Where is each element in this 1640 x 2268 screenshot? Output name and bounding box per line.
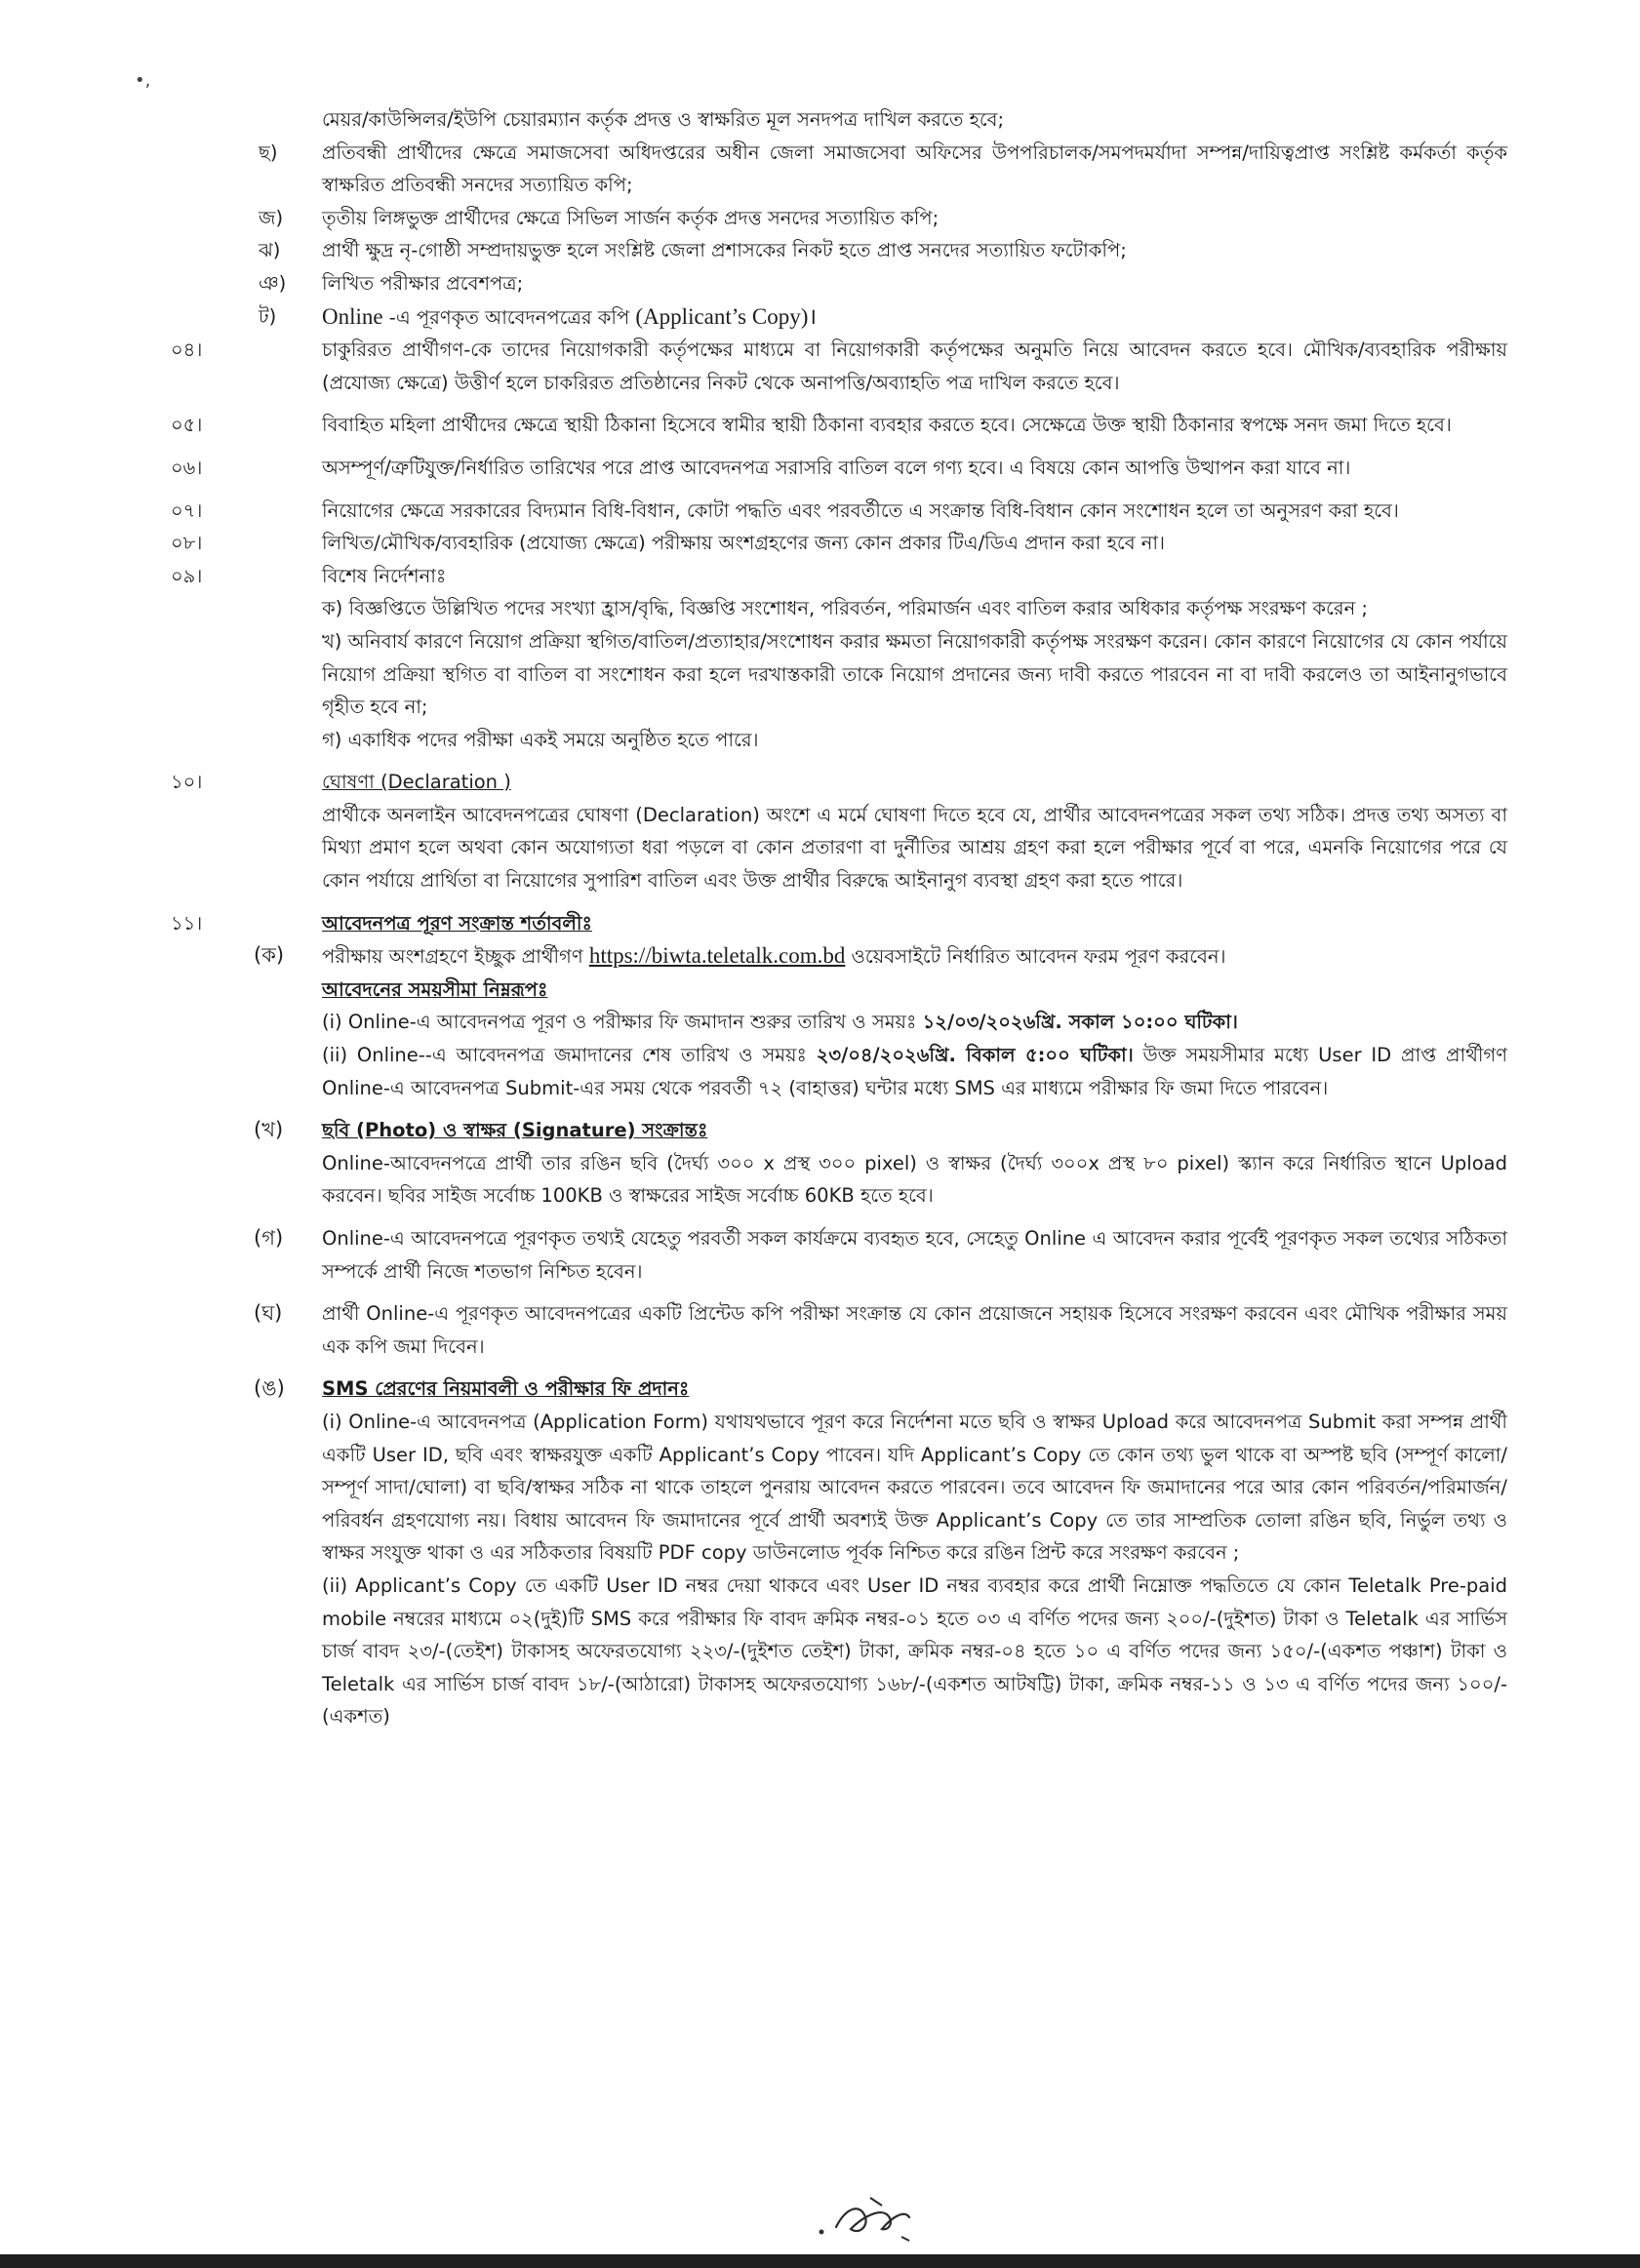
item-text: অসম্পূর্ণ/ত্রুটিযুক্ত/নির্ধারিত তারিখের পরে প্রাপ্ত আবেদনপত্র সরাসরি বাতিল বলে গণ্য হবে। এ বিষয়ে কোন আপত্তি উত্থাপন করা যাবে না। xyxy=(322,456,1351,479)
item-title: ঘোষণা (Declaration ) xyxy=(322,771,511,794)
item-text: নিয়োগের ক্ষেত্রে সরকারের বিদ্যমান বিধি-বিধান, কোটা পদ্ধতি এবং পরবর্তীতে এ সংক্রান্ত বিধি-বিধান কোন সংশোধন হলে তা অনুসরণ করা হবে। xyxy=(322,498,1399,522)
sub-item-label: ঞ) xyxy=(259,271,287,295)
clause-label: (ঙ) xyxy=(254,1376,285,1401)
declaration-text: প্রার্থীকে অনলাইন আবেদনপত্রের ঘোষণা (Declaration) অংশে এ মর্মে ঘোষণা দিতে হবে যে, প্রার্থীর আবেদনপত্রের সকল তথ্য সঠিক। প্রদত্ত তথ্য অসত্য বা মিথ্যা প্রমাণ হলে অথবা কোন অযোগ্যতা ধরা পড়লে বা কোন প্রতারণা বা দুর্নীতির আশ্রয় গ্রহণ করা হলে পরীক্ষার পূর্বে বা পরে, এমনকি নিয়োগের পরে যে কোন পর্যায়ে প্রার্থিতা বা নিয়োগের সুপারিশ বাতিল এবং উক্ত প্রার্থীর বিরুদ্ধে আইনানুগ ব্যবস্থা গ্রহণ করা হতে পারে। xyxy=(322,803,1507,893)
clause-label: (গ) xyxy=(254,1226,284,1250)
deadline-start: (i) Online-এ আবেদনপত্র পূরণ ও পরীক্ষার ফি জমাদান শুরুর তারিখ ও সময়ঃ ১২/০৩/২০২৬খ্রি. সকাল ১০:০০ ঘটিকা। xyxy=(322,1011,1238,1034)
item-number: ১০। xyxy=(171,771,203,794)
sub-item-text: প্রার্থী ক্ষুদ্র নৃ-গোষ্ঠী সম্প্রদায়ভুক্ত হলে সংশ্লিষ্ট জেলা প্রশাসকের নিকট হতে প্রাপ্ত সনদের সত্যায়িত ফটোকপি; xyxy=(322,239,1127,262)
sub-item-label: ঝ) xyxy=(259,239,281,262)
item-number: ০৪। xyxy=(171,338,203,362)
document-body xyxy=(171,103,1507,1733)
item-number: ০৮। xyxy=(171,532,203,555)
sms-rule-1: (i) Online-এ আবেদনপত্র (Application Form) যথাযথভাবে পূরণ করে নির্দেশনা মতে ছবি ও স্বাক্ষর Upload করে আবেদনপত্র Submit করা সম্পন্ন প্রার্থী একটি User ID, ছবি এবং স্বাক্ষরযুক্ত একটি Applicant’s Copy পাবেন। যদি Applicant’s Copy তে কোন তথ্য ভুল থাকে বা অস্পষ্ট ছবি (সম্পূর্ণ কালো/সম্পূর্ণ সাদা/ঘোলা) বা ছবি/স্বাক্ষর সঠিক না থাকে তাহলে পুনরায় আবেদন করতে পারবেন। তবে আবেদন ফি জমাদানের পরে আর কোন পরিবর্তন/পরিমার্জন/পরিবর্ধন গ্রহণযোগ্য নয়। বিধায় আবেদন ফি জমাদানের পূর্বে প্রার্থী অবশ্যই উক্ত Applicant’s Copy তে তার সাম্প্রতিক তোলা রঙিন ছবি, নির্ভুল তথ্য ও স্বাক্ষর সংযুক্ত থাকা ও এর সঠিকতার বিষয়টি PDF copy ডাউনলোড পূর্বক নিশ্চিত করে রঙিন প্রিন্ট করে সংরক্ষণ করবেন ; xyxy=(322,1410,1507,1565)
item-09-point-kha: খ) অনিবার্য কারণে নিয়োগ প্রক্রিয়া স্থগিত/বাতিল/প্রত্যাহার/সংশোধন করার ক্ষমতা নিয়োগকারী কর্তৃপক্ষ সংরক্ষণ করেন। কোন কারণে নিয়োগের যে কোন পর্যায়ে নিয়োগ প্রক্রিয়া স্থগিত বা বাতিল বা সংশোধন করা হলে দরখাস্তকারী তাকে নিয়োগ প্রদানের জন্য দাবী করতে পারবেন না বা দাবী করলেও তা আইনানুগভাবে গৃহীত হবে না; xyxy=(322,629,1507,719)
item-number: ০৬। xyxy=(171,456,203,479)
sub-item-jha xyxy=(171,234,1507,267)
item-05 xyxy=(171,409,1507,442)
item-number: ০৫। xyxy=(171,414,203,437)
continuation-line xyxy=(171,103,1507,137)
item-10 xyxy=(171,766,1507,799)
sub-item-ja xyxy=(171,202,1507,235)
sub-item-label: জ) xyxy=(259,206,284,229)
sub-item-nya xyxy=(171,267,1507,300)
item-09-point-ga: গ) একাধিক পদের পরীক্ষা একই সময়ে অনুষ্ঠিত হতে পারে। xyxy=(322,728,759,751)
item-08 xyxy=(171,527,1507,560)
item-text: চাকুরিরত প্রার্থীগণ-কে তাদের নিয়োগকারী কর্তৃপক্ষের মাধ্যমে বা নিয়োগকারী কর্তৃপক্ষের অনুমতি নিয়ে আবেদন করতে হবে। মৌখিক/ব্যবহারিক পরীক্ষায় (প্রযোজ্য ক্ষেত্রে) উত্তীর্ণ হলে চাকরিরত প্রতিষ্ঠানের নিকট থেকে অনাপত্তি/অব্যাহতি পত্র দাখিল করতে হবে। xyxy=(322,338,1507,394)
clause-uma: (ঙ) SMS প্রেরণের নিয়মাবলী ও পরীক্ষার ফি প্রদানঃ xyxy=(171,1373,1507,1406)
deadline-title: আবেদনের সময়সীমা নিম্নরূপঃ xyxy=(322,977,548,1001)
item-04 xyxy=(171,334,1507,399)
item-number: ০৭। xyxy=(171,498,203,522)
scan-bottom-edge xyxy=(0,2254,1640,2268)
photo-signature-text: Online-আবেদনপত্রে প্রার্থী তার রঙিন ছবি (দৈর্ঘ্য ৩০০ x প্রস্থ ৩০০ pixel) ও স্বাক্ষর (দৈর্ঘ্য ৩০০x প্রস্থ ৮০ pixel) স্ক্যান করে নির্ধারিত স্থানে Upload করবেন। ছবির সাইজ সর্বোচ্চ 100KB ও স্বাক্ষরের সাইজ সর্বোচ্চ 60KB হতে হবে। xyxy=(322,1151,1507,1208)
clause-label: (খ) xyxy=(254,1118,284,1142)
deadline-end: (ii) Online--এ আবেদনপত্র জমাদানের শেষ তারিখ ও সময়ঃ ২৩/০৪/২০২৬খ্রি. বিকাল ৫:০০ ঘটিকা। উক্ত সময়সীমার মধ্যে User ID প্রাপ্ত প্রার্থীগণ Online-এ আবেদনপত্র Submit-এর সময় থেকে পরবর্তী ৭২ (বাহাত্তর) ঘন্টার মধ্যে SMS এর মাধ্যমে পরীক্ষার ফি জমা দিতে পারবেন। xyxy=(322,1044,1507,1099)
clause-ga: (গ) Online-এ আবেদনপত্রে পূরণকৃত তথ্যই যেহেতু পরবর্তী সকল কার্যক্রমে ব্যবহৃত হবে, সেহেতু Online এ আবেদন করার পূর্বেই পূরণকৃত সকল তথ্যের সঠিকতা সম্পর্কে প্রার্থী নিজে শতভাগ নিশ্চিত হবেন। xyxy=(171,1222,1507,1288)
sub-item-text: লিখিত পরীক্ষার প্রবেশপত্র; xyxy=(322,271,524,295)
clause-label: (ক) xyxy=(254,943,285,968)
item-title: আবেদনপত্র পূরণ সংক্রান্ত শর্তাবলীঃ xyxy=(322,911,592,935)
item-number: ১১। xyxy=(171,911,203,935)
sub-item-label: ছ) xyxy=(259,140,278,164)
sub-item-text: তৃতীয় লিঙ্গভুক্ত প্রার্থীদের ক্ষেত্রে সিভিল সার্জন কর্তৃক প্রদত্ত সনদের সত্যায়িত কপি; xyxy=(322,206,940,229)
corner-mark: •, xyxy=(135,70,151,91)
sub-item-chha xyxy=(171,137,1507,202)
sub-item-text: Online -এ পূরণকৃত আবেদনপত্রের কপি (Applicant’s Copy)। xyxy=(322,303,818,329)
clause-ka: (ক) পরীক্ষায় অংশগ্রহণে ইচ্ছুক প্রার্থীগণ https://biwta.teletalk.com.bd ওয়েবসাইটে নির্ধারিত আবেদন ফরম পূরণ করবেন। xyxy=(171,939,1507,974)
clause-label: (ঘ) xyxy=(254,1301,283,1326)
item-07 xyxy=(171,495,1507,528)
item-11 xyxy=(171,907,1507,940)
sub-item-text: প্রতিবন্ধী প্রার্থীদের ক্ষেত্রে সমাজসেবা অধিদপ্তরের অধীন জেলা সমাজসেবা অফিসের উপপরিচালক/সমপদমর্যাদা সম্পন্ন/দায়িত্বপ্রাপ্ত সংশ্লিষ্ট কর্মকর্তা কর্তৃক স্বাক্ষরিত প্রতিবন্ধী সনদের সত্যায়িত কপি; xyxy=(322,140,1507,197)
continuation-text: মেয়র/কাউন্সিলর/ইউপি চেয়ারম্যান কর্তৃক প্রদত্ত ও স্বাক্ষরিত মূল সনদপত্র দাখিল করতে হবে; xyxy=(322,108,1005,131)
clause-gha: (ঘ) প্রার্থী Online-এ পূরণকৃত আবেদনপত্রের একটি প্রিন্টেড কপি পরীক্ষা সংক্রান্ত যে কোন প্রয়োজনে সহায়ক হিসেবে সংরক্ষণ করবেন এবং মৌখিক পরীক্ষার সময় এক কপি জমা দিবেন। xyxy=(171,1297,1507,1363)
sms-rule-2: (ii) Applicant’s Copy তে একটি User ID নম্বর দেয়া থাকবে এবং User ID নম্বর ব্যবহার করে প্রার্থী নিম্নোক্ত পদ্ধতিতে যে কোন Teletalk Pre-paid mobile নম্বরের মাধ্যমে ০২(দুই)টি SMS করে পরীক্ষার ফি বাবদ ক্রমিক নম্বর-০১ হতে ০৩ এ বর্ণিত পদের জন্য ২০০/-(দুইশত) টাকা ও Teletalk এর সার্ভিস চার্জ বাবদ ২৩/-(তেইশ) টাকাসহ অফেরতযোগ্য ২২৩/-(দুইশত তেইশ) টাকা, ক্রমিক নম্বর-০৪ হতে ১০ এ বর্ণিত পদের জন্য ১৫০/-(একশত পঞ্চাশ) টাকা ও Teletalk এর সার্ভিস চার্জ বাবদ ১৮/-(আঠারো) টাকাসহ অফেরতযোগ্য ১৬৮/-(একশত আটষট্টি) টাকা, ক্রমিক নম্বর-১১ ও ১৩ এ বর্ণিত পদের জন্য ১০০/-(একশত) xyxy=(322,1573,1507,1729)
clause-kha: (খ) ছবি (Photo) ও স্বাক্ষর (Signature) সংক্রান্তঃ xyxy=(171,1114,1507,1147)
item-text: বিবাহিত মহিলা প্রার্থীদের ক্ষেত্রে স্থায়ী ঠিকানা হিসেবে স্বামীর স্থায়ী ঠিকানা ব্যবহার করতে হবে। সেক্ষেত্রে উক্ত স্থায়ী ঠিকানার স্বপক্ষে সনদ জমা দিতে হবে। xyxy=(322,414,1452,437)
sub-item-ta xyxy=(171,300,1507,335)
item-number: ০৯। xyxy=(171,564,203,587)
item-text: লিখিত/মৌখিক/ব্যবহারিক (প্রযোজ্য ক্ষেত্রে) পরীক্ষায় অংশগ্রহণের জন্য কোন প্রকার টিএ/ডিএ প্রদান করা হবে না। xyxy=(322,532,1166,555)
item-09 xyxy=(171,560,1507,593)
item-06 xyxy=(171,452,1507,485)
sub-item-label: ট) xyxy=(259,304,277,328)
initial-signature xyxy=(812,2188,919,2247)
website-link[interactable]: https://biwta.teletalk.com.bd xyxy=(588,943,846,969)
item-09-point-ka: ক) বিজ্ঞপ্তিতে উল্লিখিত পদের সংখ্যা হ্রাস/বৃদ্ধি, বিজ্ঞপ্তি সংশোধন, পরিবর্তন, পরিমার্জন এবং বাতিল করার অধিকার কর্তৃপক্ষ সংরক্ষণ করেন ; xyxy=(322,597,1368,620)
item-title: বিশেষ নির্দেশনাঃ xyxy=(322,564,447,587)
